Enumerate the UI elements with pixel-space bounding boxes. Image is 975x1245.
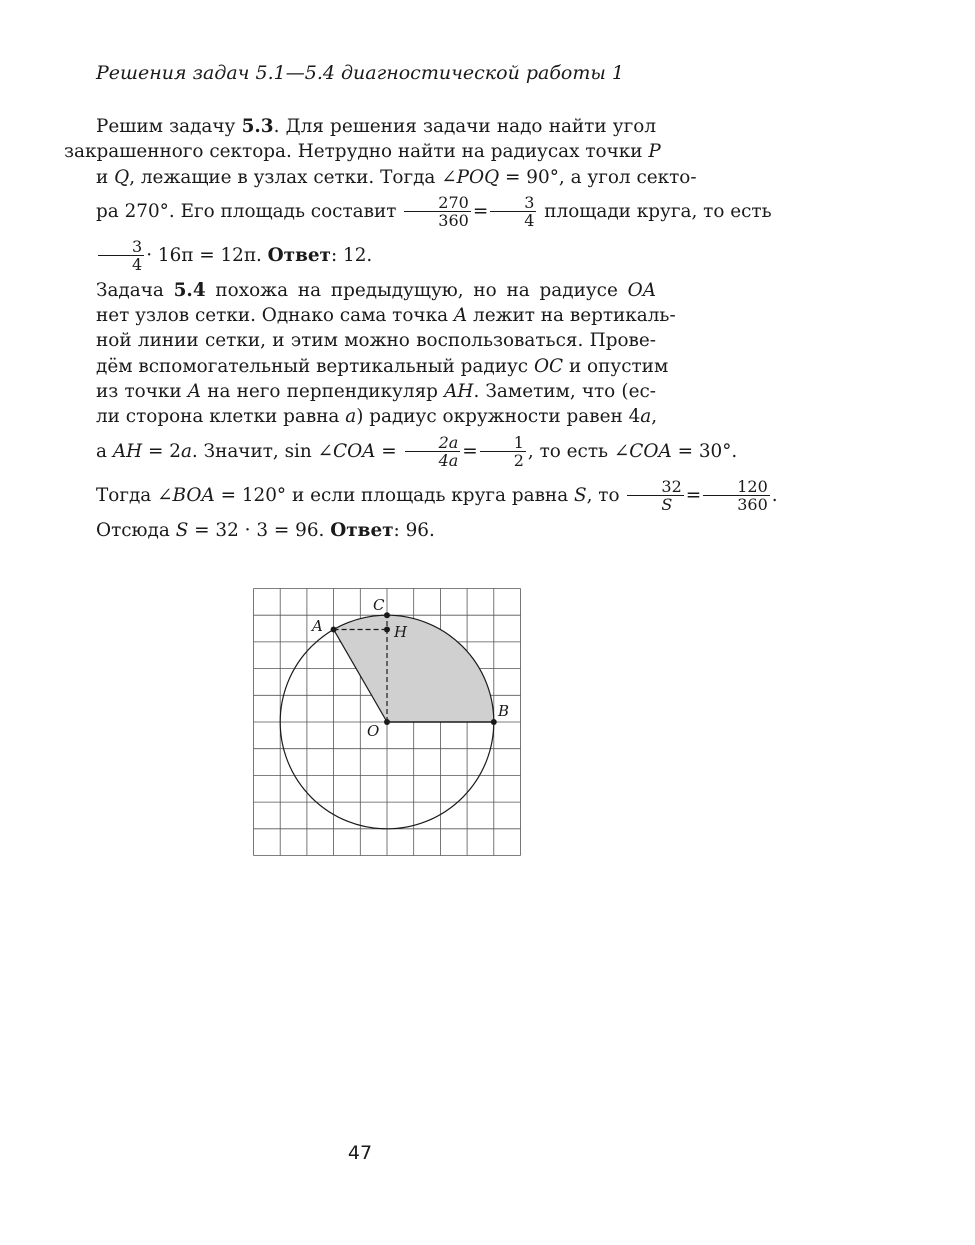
fraction-120-360: $\frac{120}{360}$	[703, 478, 770, 513]
label-o: O	[367, 722, 380, 740]
text-line: $\frac{3}{4}$ · 16π = 12π. Ответ: 12.	[64, 234, 656, 278]
fraction-3-4: $\frac{3}{4}$	[98, 238, 144, 273]
label-h: H	[394, 623, 408, 641]
fraction-32-s: $\frac{32}{S}$	[627, 478, 683, 513]
fraction-1-2: $\frac{1}{2}$	[480, 434, 526, 469]
text-line: закрашенного сектора. Нетрудно найти на радиусах точки P	[64, 141, 661, 163]
text-line: Тогда ∠BOA = 120° и если площадь круга равна S, то $\frac{32}{S}$ = $\frac{120}{360}$ .	[96, 477, 778, 515]
text-line: Решим задачу 5.3. Для решения задачи надо найти угол	[96, 116, 657, 137]
text-line: а AH = 2a. Значит, sin ∠COA = $\frac{2a}{4a}$ = $\frac{1}{2}$ , то есть ∠COA = 30°.	[96, 433, 738, 471]
text-line: ли сторона клетки равна a) радиус окружности равен 4a,	[96, 406, 658, 428]
figure-svg	[253, 588, 521, 856]
text-line: ной линии сетки, и этим можно воспользоваться. Прове-	[96, 330, 656, 352]
running-header: Решения задач 5.1—5.4 диагностической работы 1	[95, 62, 624, 84]
fraction-270-360: $\frac{270}{360}$	[404, 194, 471, 229]
point-c	[384, 612, 390, 618]
fraction-2a-4a: $\frac{2a}{4a}$	[405, 434, 461, 469]
text-line: ра 270°. Его площадь составит $\frac{270}{360}$ = $\frac{3}{4}$ площади круга, то есть	[96, 193, 772, 231]
body-text	[64, 114, 778, 543]
fraction-3-4: $\frac{3}{4}$	[490, 194, 536, 229]
label-c: C	[373, 596, 385, 614]
point-h	[384, 627, 390, 633]
point-o	[384, 719, 390, 725]
paragraph-task-5-4	[64, 278, 778, 543]
text-line: Отсюда S = 32 · 3 = 96. Ответ: 96.	[96, 519, 435, 541]
text-line: дём вспомогательный вертикальный радиус OC и опустим	[96, 355, 669, 377]
label-b: B	[498, 702, 510, 720]
label-a: A	[312, 617, 323, 635]
shaded-sector	[334, 615, 494, 722]
text-line: из точки A на него перпендикуляр AH. Заметим, что (ес-	[96, 381, 656, 403]
point-a	[331, 627, 337, 633]
text-line: и Q, лежащие в узлах сетки. Тогда ∠POQ = 90°, а угол секто-	[96, 166, 697, 188]
page-number: 47	[347, 1142, 373, 1164]
geometry-figure	[253, 588, 521, 860]
text-line: Задача 5.4 похожа на предыдущую, но на радиусе OA	[96, 279, 656, 301]
text-line: нет узлов сетки. Однако сама точка A лежит на вертикаль-	[96, 305, 676, 327]
paragraph-task-5-3	[64, 114, 772, 278]
point-b	[491, 719, 497, 725]
